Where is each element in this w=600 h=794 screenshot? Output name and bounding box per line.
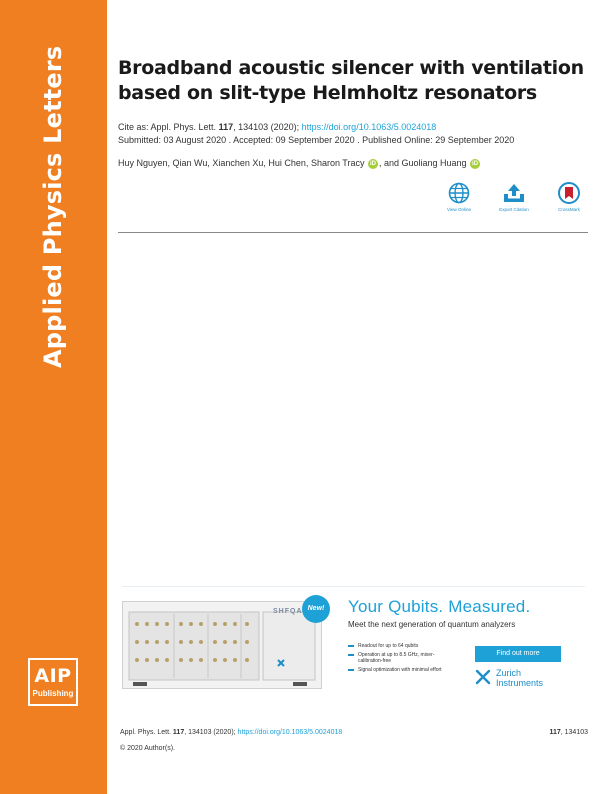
view-online-label: View Online	[447, 207, 471, 212]
logo-aip-text: AIP	[34, 665, 72, 687]
export-icon	[502, 182, 526, 204]
footer-page-ref	[549, 729, 588, 736]
ad-feature-item: Operation at up to 8.5 GHz, mixer-calibration-free	[348, 652, 448, 664]
doi-link[interactable]: https://doi.org/10.1063/5.0024018	[301, 122, 437, 132]
brand-line-2: Instruments	[496, 678, 544, 688]
cite-rest: , 134103 (2020);	[233, 122, 302, 132]
crossmark-button[interactable]	[549, 182, 589, 212]
brand-line-1: Zurich	[496, 668, 522, 678]
orcid-icon[interactable]: iD	[472, 161, 479, 167]
globe-icon	[448, 182, 470, 204]
journal-sidebar	[0, 0, 107, 794]
header-divider	[118, 232, 588, 233]
footer-cite-prefix: Appl. Phys. Lett.	[120, 729, 173, 736]
ad-feature-item: Readout for up to 64 qubits	[348, 643, 448, 649]
aip-publishing-logo[interactable]	[28, 658, 78, 706]
authors-text-1: Huy Nguyen, Qian Wu, Xianchen Xu, Hui Chen, Sharon Tracy	[118, 158, 367, 168]
export-citation-label: Export Citation	[499, 207, 529, 212]
authors-text-2: , and Guoliang Huang	[378, 158, 470, 168]
crossmark-label: CrossMark	[558, 207, 580, 212]
ad-headline: Your Qubits. Measured.	[348, 597, 531, 616]
footer-citation	[120, 729, 342, 736]
crossmark-icon	[558, 182, 580, 204]
footer-volume: 117	[172, 729, 185, 736]
ad-subhead: Meet the next generation of quantum analyzers	[348, 620, 516, 629]
device-name: SHFQA	[273, 608, 303, 615]
citation-block	[118, 121, 514, 146]
footer-doi-link[interactable]: https://doi.org/10.1063/5.0024018	[237, 729, 343, 736]
device-image	[122, 601, 322, 689]
find-out-more-button[interactable]: Find out more	[475, 646, 561, 662]
orcid-icon[interactable]: iD	[369, 161, 376, 167]
footer-cite-rest: , 134103 (2020);	[184, 729, 238, 736]
advertisement-banner[interactable]	[122, 586, 585, 698]
footer-right-volume: 117	[549, 729, 561, 736]
brand-name	[496, 668, 543, 688]
footer-right-page: , 134103	[560, 729, 588, 736]
logo-publishing-text: Publishing	[32, 689, 74, 698]
cite-volume: 117	[218, 122, 234, 132]
cite-line	[118, 121, 514, 134]
cite-prefix: Cite as: Appl. Phys. Lett.	[118, 122, 219, 132]
export-citation-button[interactable]	[494, 182, 534, 212]
zurich-logo-icon	[475, 669, 491, 685]
view-online-button[interactable]	[439, 182, 479, 212]
article-title: Broadband acoustic silencer with ventilation based on slit-type Helmholtz resonators	[118, 57, 584, 104]
ad-feature-item: Signal optimization with minimal effort	[348, 667, 448, 673]
journal-name: Applied Physics Letters	[39, 45, 67, 368]
author-list	[118, 158, 481, 169]
copyright-notice: © 2020 Author(s).	[120, 745, 175, 752]
new-badge: New!	[302, 595, 330, 623]
publication-dates: Submitted: 03 August 2020 . Accepted: 09 September 2020 . Published Online: 29 September 2020	[118, 134, 515, 145]
ad-feature-list	[348, 643, 448, 676]
zurich-instruments-logo[interactable]	[475, 667, 585, 691]
